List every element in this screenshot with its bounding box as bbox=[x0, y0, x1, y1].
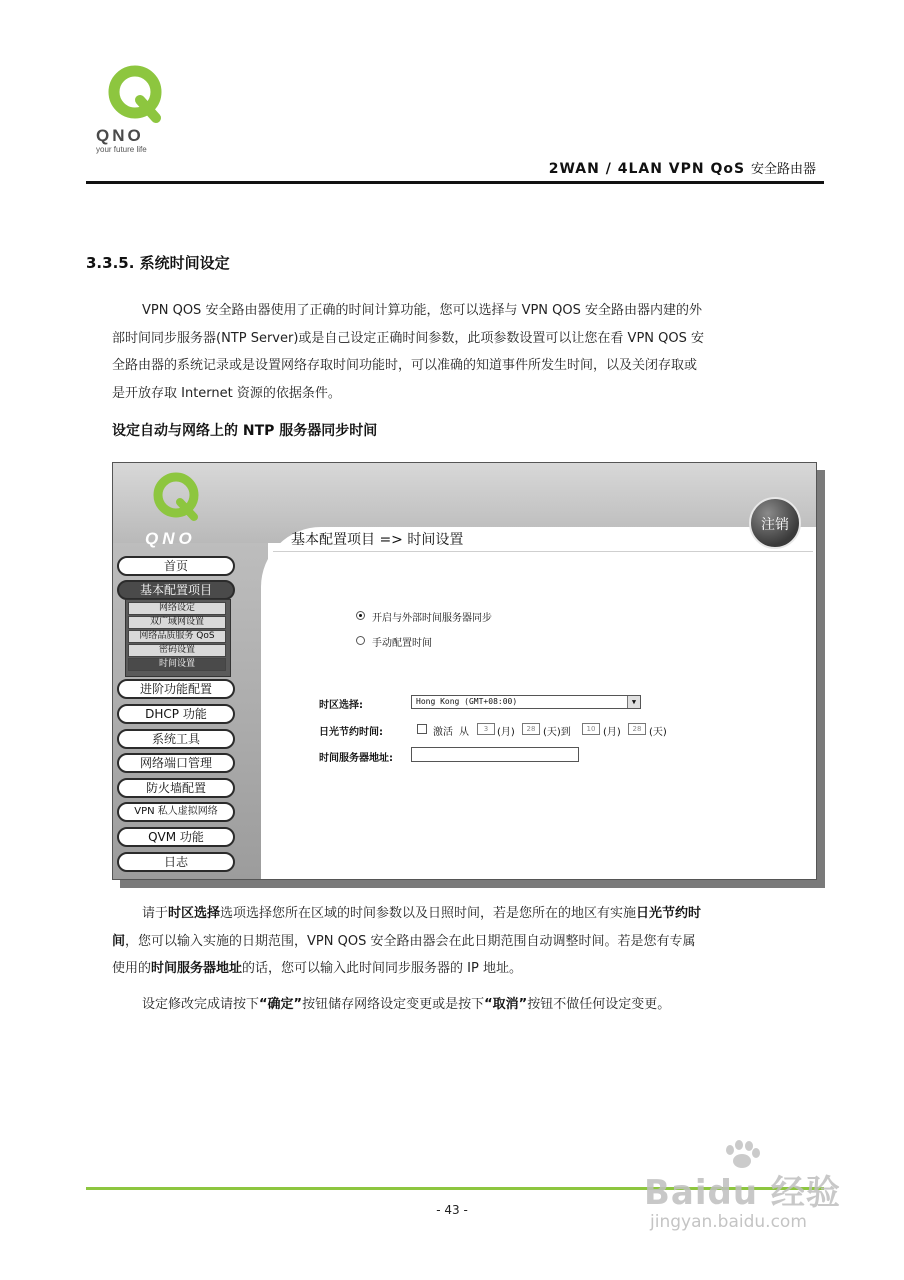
router-screenshot bbox=[112, 462, 817, 880]
timezone-value: Hong Kong (GMT+08:00) bbox=[416, 697, 518, 706]
subheading: 设定自动与网络上的 NTP 服务器同步时间 bbox=[112, 423, 378, 439]
baidu-watermark-site: jingyan.baidu.com bbox=[650, 1212, 807, 1232]
dst-month-unit: (月) bbox=[497, 727, 515, 738]
instr-line: 间，您可以输入实施的日期范围，VPN QOS 安全路由器会在此日期范围自动调整时间。若是您有专属 bbox=[112, 933, 696, 949]
document-title-en: 2WAN / 4LAN VPN QoS bbox=[548, 161, 746, 177]
document-title bbox=[549, 158, 816, 177]
baidu-watermark: Baidu 经验 bbox=[644, 1173, 841, 1213]
radio-manual-label: 手动配置时间 bbox=[372, 638, 432, 649]
logo-tagline: your future life bbox=[96, 145, 147, 154]
nav-log[interactable]: 日志 bbox=[117, 852, 235, 872]
intro-line: 全路由器的系统记录或是设置网络存取时间功能时，可以准确的知道事件所发生时间，以及关闭存取或 bbox=[112, 358, 698, 373]
timezone-label: 时区选择: bbox=[319, 700, 363, 711]
instr-line: 设定修改完成请按下“确定”按钮储存网络设定变更或是按下“取消”按钮不做任何设定变更。 bbox=[142, 997, 671, 1012]
section-heading: 3.3.5. 系统时间设定 bbox=[86, 254, 230, 272]
page-number: - 43 - bbox=[436, 1203, 468, 1217]
intro-line: 部时间同步服务器(NTP Server)或是自己设定正确时间参数，此项参数设置可以让您在看 VPN QOS 安 bbox=[112, 330, 704, 346]
logout-button[interactable]: 注销 bbox=[749, 497, 801, 549]
instr-line: 请于时区选择选项选择您所在区域的时间参数以及日照时间，若是您所在的地区有实施日光节约时 bbox=[142, 906, 702, 921]
router-logo-word: QNO bbox=[145, 529, 196, 548]
ntp-server-input[interactable] bbox=[411, 747, 579, 762]
intro-paragraph bbox=[112, 297, 802, 407]
instr-line: 使用的时间服务器地址的话，您可以输入此时间同步服务器的 IP 地址。 bbox=[112, 961, 522, 976]
document-title-cn: 安全路由器 bbox=[750, 162, 816, 177]
radio-sync-label: 开启与外部时间服务器同步 bbox=[372, 613, 492, 624]
dst-to-month-input[interactable]: 10 bbox=[582, 723, 600, 735]
dst-from-month-input[interactable]: 3 bbox=[477, 723, 495, 735]
nav-qvm[interactable]: QVM 功能 bbox=[117, 827, 235, 847]
radio-sync-ntp[interactable] bbox=[356, 611, 365, 620]
dst-to-day-input[interactable]: 28 bbox=[628, 723, 646, 735]
dst-to-month-unit: (月) bbox=[603, 727, 621, 738]
nav-basic-config[interactable]: 基本配置项目 bbox=[117, 580, 235, 600]
intro-line: 是开放存取 Internet 资源的依据条件。 bbox=[112, 385, 341, 401]
radio-manual[interactable] bbox=[356, 636, 365, 645]
dst-activate-label: 激活 bbox=[433, 727, 453, 738]
nav-sub-network[interactable]: 网络设定 bbox=[128, 602, 226, 615]
save-instructions bbox=[112, 991, 802, 1019]
nav-sub-password[interactable]: 密码设置 bbox=[128, 644, 226, 657]
ntp-server-label: 时间服务器地址: bbox=[319, 753, 393, 764]
title-divider bbox=[273, 551, 813, 552]
timezone-instructions bbox=[112, 900, 802, 983]
intro-line: VPN QOS 安全路由器使用了正确的时间计算功能，您可以选择与 VPN QOS 安全路由器内建的外 bbox=[142, 303, 703, 318]
dst-day-unit: (天) bbox=[649, 727, 667, 738]
dst-label: 日光节约时间: bbox=[319, 727, 383, 738]
nav-dhcp[interactable]: DHCP 功能 bbox=[117, 704, 235, 724]
screenshot-page-title: 基本配置项目 => 时间设置 bbox=[291, 532, 464, 548]
nav-sub-qos[interactable]: 网络品质服务 QoS bbox=[128, 630, 226, 643]
dst-from-label: 从 bbox=[459, 727, 469, 738]
nav-sub-time[interactable]: 时间设置 bbox=[128, 658, 226, 671]
router-logo-icon bbox=[149, 469, 205, 525]
nav-system-tools[interactable]: 系统工具 bbox=[117, 729, 235, 749]
chevron-down-icon[interactable]: ▼ bbox=[627, 696, 640, 708]
dst-day-to-label: (天)到 bbox=[543, 727, 571, 738]
nav-port-management[interactable]: 网络端口管理 bbox=[117, 753, 235, 773]
nav-sub-dual-wan[interactable]: 双广域网设置 bbox=[128, 616, 226, 629]
timezone-select[interactable] bbox=[411, 695, 641, 709]
dst-from-day-input[interactable]: 28 bbox=[522, 723, 540, 735]
logo-wordmark: QNO bbox=[96, 126, 144, 145]
nav-advanced[interactable]: 进阶功能配置 bbox=[117, 679, 235, 699]
qno-logo-icon bbox=[104, 62, 168, 126]
header-rule bbox=[86, 181, 824, 184]
nav-home[interactable]: 首页 bbox=[117, 556, 235, 576]
dst-activate-checkbox[interactable] bbox=[417, 724, 427, 734]
nav-vpn[interactable]: VPN 私人虚拟网络 bbox=[117, 802, 235, 822]
nav-firewall[interactable]: 防火墙配置 bbox=[117, 778, 235, 798]
